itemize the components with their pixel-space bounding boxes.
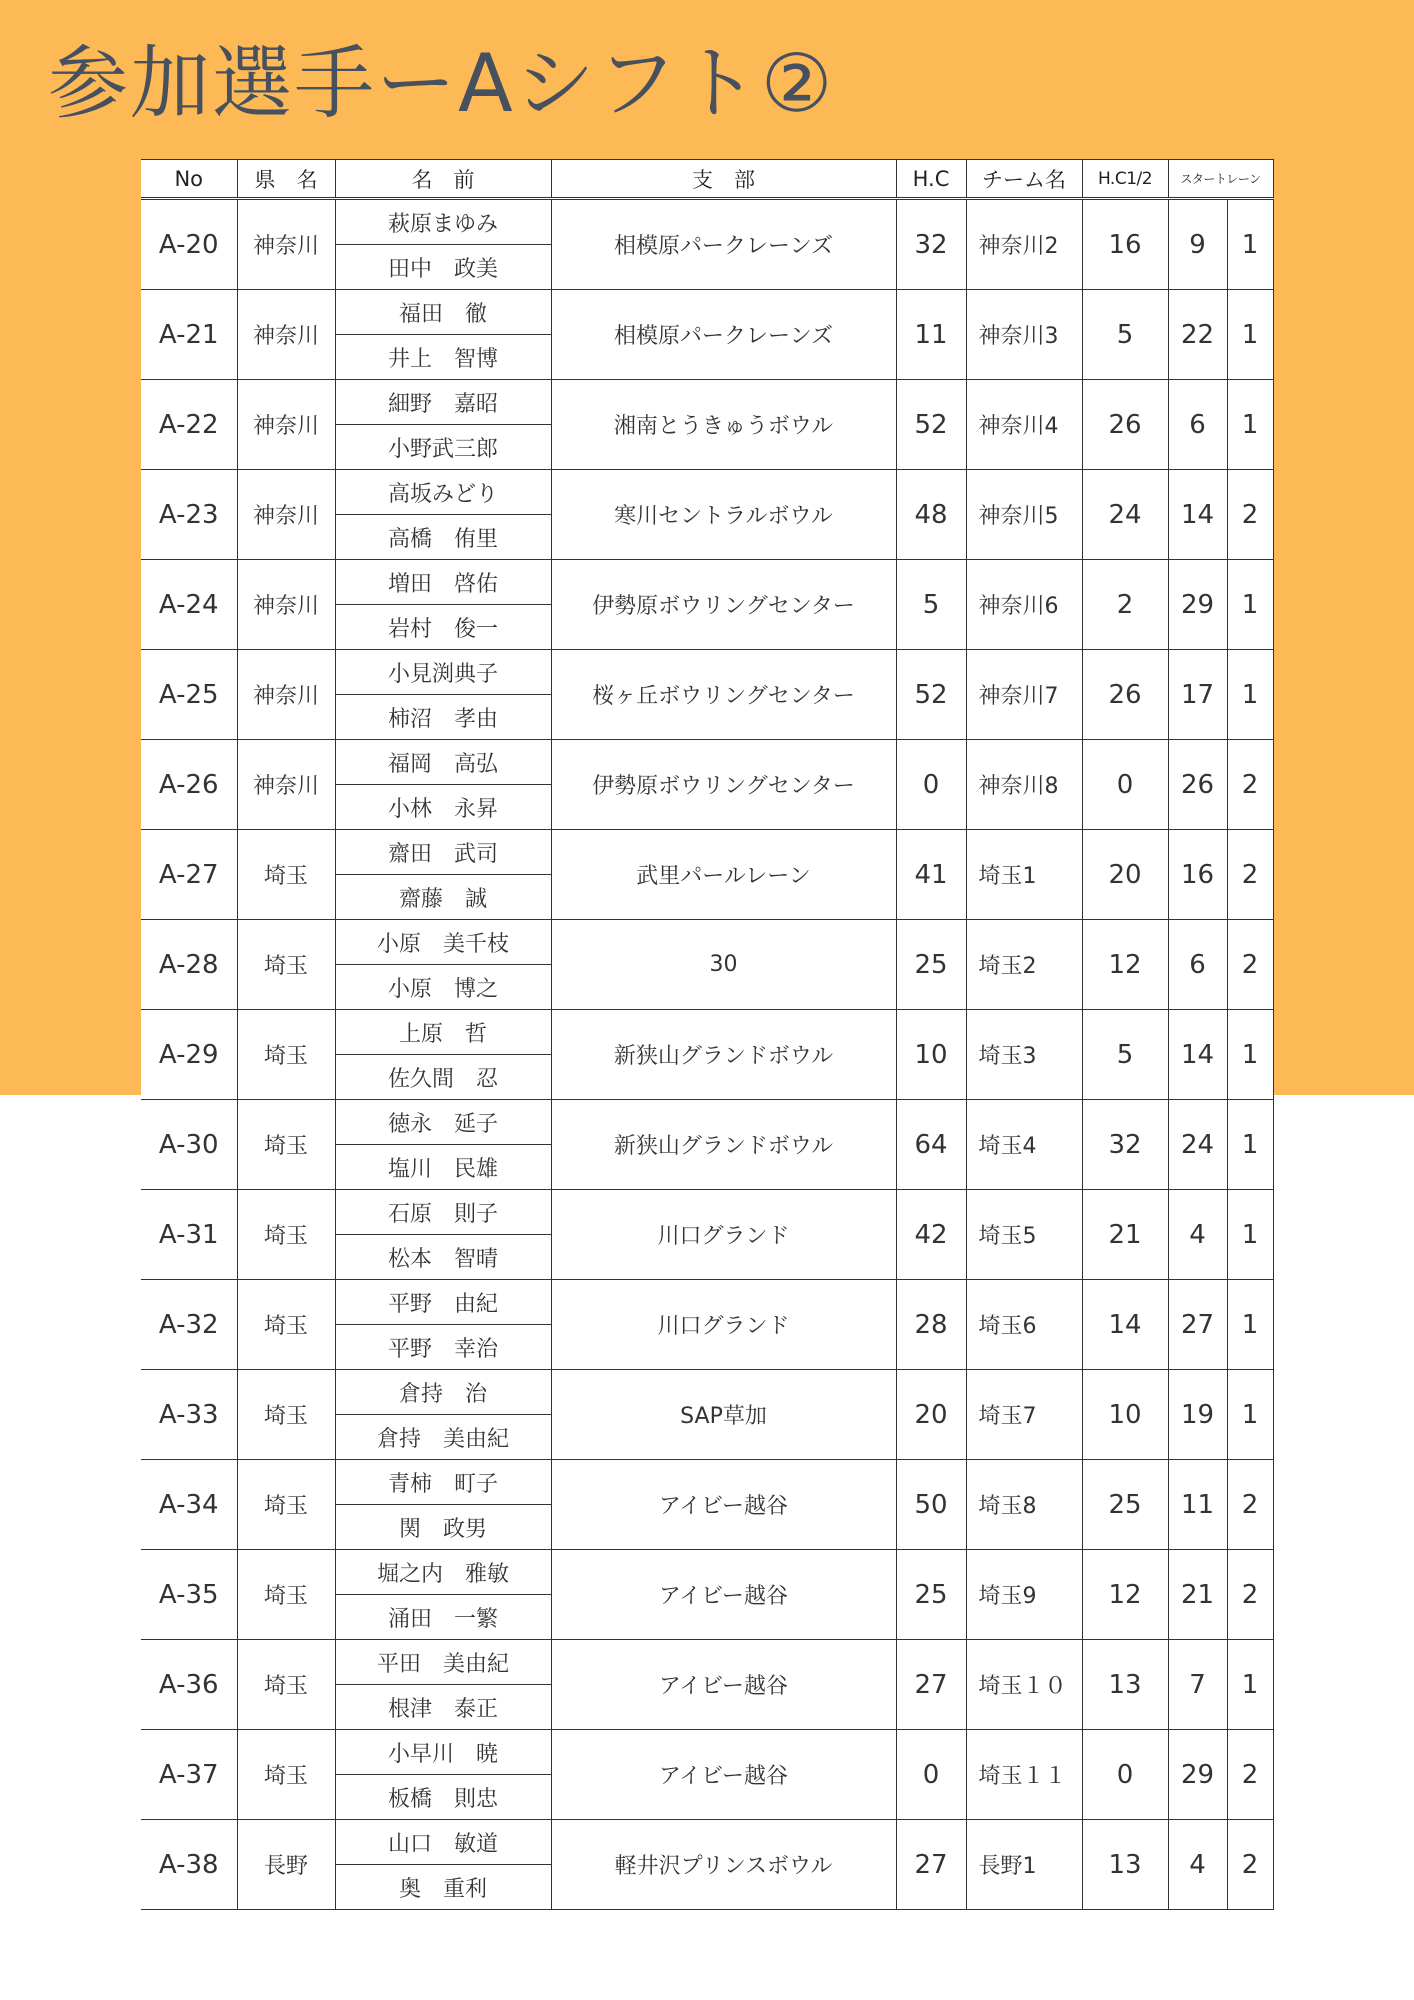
cell-no: A-24 [141,560,237,650]
cell-pref: 埼玉 [237,1190,335,1280]
cell-branch: 湘南とうきゅうボウル [551,380,896,470]
cell-hc: 28 [896,1280,966,1370]
cell-branch: アイビー越谷 [551,1460,896,1550]
cell-team: 神奈川6 [966,560,1082,650]
cell-no: A-27 [141,830,237,920]
cell-hc-half: 21 [1082,1190,1168,1280]
cell-branch: 川口グランド [551,1280,896,1370]
cell-pref: 埼玉 [237,920,335,1010]
cell-pref: 神奈川 [237,470,335,560]
header-name: 名 前 [335,160,551,199]
cell-name-second: 涌田 一繁 [335,1595,551,1640]
cell-hc: 42 [896,1190,966,1280]
cell-start-lane: 22 [1168,290,1227,380]
cell-no: A-21 [141,290,237,380]
cell-name-first: 石原 則子 [335,1190,551,1235]
page-title: 参加選手ーAシフト② [48,37,835,130]
cell-team: 神奈川2 [966,199,1082,290]
cell-shift: 1 [1227,290,1273,380]
table-row [141,1280,1273,1325]
cell-no: A-31 [141,1190,237,1280]
table-body [141,199,1273,1910]
cell-team: 埼玉１１ [966,1730,1082,1820]
cell-branch: アイビー越谷 [551,1550,896,1640]
table-row [141,740,1273,785]
cell-hc-half: 0 [1082,740,1168,830]
cell-hc-half: 14 [1082,1280,1168,1370]
cell-pref: 神奈川 [237,740,335,830]
cell-no: A-20 [141,199,237,290]
header-hc: H.C [896,160,966,199]
cell-hc-half: 32 [1082,1100,1168,1190]
cell-branch: アイビー越谷 [551,1730,896,1820]
cell-pref: 埼玉 [237,1640,335,1730]
cell-name-second: 井上 智博 [335,335,551,380]
cell-team: 長野1 [966,1820,1082,1910]
cell-branch: 新狭山グランドボウル [551,1010,896,1100]
table-row [141,199,1273,245]
cell-name-first: 徳永 延子 [335,1100,551,1145]
cell-pref: 埼玉 [237,1010,335,1100]
cell-name-first: 山口 敏道 [335,1820,551,1865]
cell-name-first: 青柿 町子 [335,1460,551,1505]
cell-team: 神奈川7 [966,650,1082,740]
cell-branch: 相模原パークレーンズ [551,199,896,290]
cell-hc: 52 [896,650,966,740]
cell-pref: 埼玉 [237,1550,335,1640]
cell-hc: 32 [896,199,966,290]
cell-name-first: 細野 嘉昭 [335,380,551,425]
cell-hc-half: 25 [1082,1460,1168,1550]
cell-shift: 1 [1227,650,1273,740]
cell-pref: 神奈川 [237,199,335,290]
cell-team: 埼玉8 [966,1460,1082,1550]
table-row [141,1100,1273,1145]
cell-name-second: 関 政男 [335,1505,551,1550]
cell-hc: 52 [896,380,966,470]
cell-shift: 2 [1227,1820,1273,1910]
cell-branch: 川口グランド [551,1190,896,1280]
header-branch: 支 部 [551,160,896,199]
cell-team: 埼玉9 [966,1550,1082,1640]
cell-name-second: 佐久間 忍 [335,1055,551,1100]
table-row [141,560,1273,605]
cell-no: A-25 [141,650,237,740]
cell-shift: 1 [1227,1100,1273,1190]
cell-name-second: 塩川 民雄 [335,1145,551,1190]
cell-pref: 長野 [237,1820,335,1910]
cell-name-first: 小原 美千枝 [335,920,551,965]
table-row [141,1190,1273,1235]
table-row [141,1550,1273,1595]
cell-hc-half: 16 [1082,199,1168,290]
cell-name-second: 平野 幸治 [335,1325,551,1370]
cell-hc: 27 [896,1820,966,1910]
cell-no: A-34 [141,1460,237,1550]
cell-name-first: 倉持 治 [335,1370,551,1415]
cell-team: 埼玉2 [966,920,1082,1010]
cell-name-first: 平野 由紀 [335,1280,551,1325]
cell-start-lane: 14 [1168,470,1227,560]
cell-name-first: 齋田 武司 [335,830,551,875]
cell-name-second: 田中 政美 [335,245,551,290]
cell-team: 埼玉4 [966,1100,1082,1190]
cell-hc: 48 [896,470,966,560]
header-hc-half: H.C1/2 [1082,160,1168,199]
cell-branch: 伊勢原ボウリングセンター [551,560,896,650]
cell-hc: 27 [896,1640,966,1730]
cell-start-lane: 6 [1168,380,1227,470]
cell-hc-half: 13 [1082,1820,1168,1910]
cell-name-first: 平田 美由紀 [335,1640,551,1685]
cell-team: 神奈川5 [966,470,1082,560]
table-row [141,290,1273,335]
cell-start-lane: 4 [1168,1820,1227,1910]
cell-branch: 新狭山グランドボウル [551,1100,896,1190]
cell-start-lane: 21 [1168,1550,1227,1640]
cell-team: 埼玉1 [966,830,1082,920]
table-row [141,650,1273,695]
cell-no: A-38 [141,1820,237,1910]
cell-team: 神奈川3 [966,290,1082,380]
cell-hc-half: 12 [1082,1550,1168,1640]
cell-hc-half: 26 [1082,650,1168,740]
cell-name-first: 小早川 暁 [335,1730,551,1775]
cell-pref: 埼玉 [237,1280,335,1370]
cell-branch: 寒川セントラルボウル [551,470,896,560]
cell-pref: 埼玉 [237,830,335,920]
cell-pref: 神奈川 [237,380,335,470]
cell-start-lane: 6 [1168,920,1227,1010]
header-team: チーム名 [966,160,1082,199]
cell-hc-half: 20 [1082,830,1168,920]
cell-branch: 軽井沢プリンスボウル [551,1820,896,1910]
cell-branch: 武里パールレーン [551,830,896,920]
cell-team: 埼玉3 [966,1010,1082,1100]
table-row [141,920,1273,965]
cell-no: A-30 [141,1100,237,1190]
cell-branch: 伊勢原ボウリングセンター [551,740,896,830]
table-row [141,380,1273,425]
cell-name-second: 板橋 則忠 [335,1775,551,1820]
cell-no: A-29 [141,1010,237,1100]
cell-no: A-23 [141,470,237,560]
header-pref: 県 名 [237,160,335,199]
table-row [141,1460,1273,1505]
cell-start-lane: 16 [1168,830,1227,920]
cell-pref: 埼玉 [237,1370,335,1460]
cell-hc: 10 [896,1010,966,1100]
cell-start-lane: 14 [1168,1010,1227,1100]
cell-team: 神奈川8 [966,740,1082,830]
cell-team: 埼玉6 [966,1280,1082,1370]
table-row [141,1370,1273,1415]
table-row [141,1010,1273,1055]
table-row [141,1730,1273,1775]
table-row [141,1820,1273,1865]
cell-name-second: 松本 智晴 [335,1235,551,1280]
cell-hc-half: 24 [1082,470,1168,560]
cell-hc: 20 [896,1370,966,1460]
cell-name-first: 萩原まゆみ [335,199,551,245]
cell-name-first: 福田 徹 [335,290,551,335]
cell-name-first: 堀之内 雅敏 [335,1550,551,1595]
cell-pref: 埼玉 [237,1730,335,1820]
cell-shift: 1 [1227,1190,1273,1280]
cell-start-lane: 7 [1168,1640,1227,1730]
cell-team: 神奈川4 [966,380,1082,470]
cell-name-first: 小見渕典子 [335,650,551,695]
cell-no: A-35 [141,1550,237,1640]
cell-name-second: 奥 重利 [335,1865,551,1910]
cell-shift: 2 [1227,740,1273,830]
cell-shift: 1 [1227,560,1273,650]
participant-sheet [141,159,1273,1984]
cell-shift: 1 [1227,199,1273,290]
cell-no: A-28 [141,920,237,1010]
cell-hc: 0 [896,740,966,830]
cell-start-lane: 11 [1168,1460,1227,1550]
cell-start-lane: 29 [1168,1730,1227,1820]
cell-hc-half: 5 [1082,1010,1168,1100]
cell-team: 埼玉7 [966,1370,1082,1460]
cell-branch: アイビー越谷 [551,1640,896,1730]
cell-name-second: 根津 泰正 [335,1685,551,1730]
cell-shift: 1 [1227,1280,1273,1370]
cell-team: 埼玉5 [966,1190,1082,1280]
cell-pref: 埼玉 [237,1460,335,1550]
table-row [141,1640,1273,1685]
cell-shift: 1 [1227,380,1273,470]
cell-hc: 5 [896,560,966,650]
cell-no: A-36 [141,1640,237,1730]
cell-shift: 2 [1227,1460,1273,1550]
cell-name-first: 上原 哲 [335,1010,551,1055]
cell-start-lane: 29 [1168,560,1227,650]
cell-no: A-26 [141,740,237,830]
cell-name-second: 小原 博之 [335,965,551,1010]
table-header-row [141,160,1273,199]
cell-hc: 64 [896,1100,966,1190]
cell-hc: 0 [896,1730,966,1820]
cell-no: A-32 [141,1280,237,1370]
cell-pref: 神奈川 [237,560,335,650]
cell-shift: 2 [1227,830,1273,920]
cell-name-first: 福岡 高弘 [335,740,551,785]
cell-hc-half: 10 [1082,1370,1168,1460]
cell-shift: 1 [1227,1370,1273,1460]
cell-name-first: 高坂みどり [335,470,551,515]
cell-hc: 50 [896,1460,966,1550]
cell-hc-half: 12 [1082,920,1168,1010]
cell-name-second: 齋藤 誠 [335,875,551,920]
participant-table [141,159,1274,1910]
cell-shift: 1 [1227,1010,1273,1100]
cell-name-second: 高橋 侑里 [335,515,551,560]
cell-name-first: 増田 啓佑 [335,560,551,605]
cell-shift: 2 [1227,470,1273,560]
cell-hc-half: 0 [1082,1730,1168,1820]
cell-hc-half: 26 [1082,380,1168,470]
cell-shift: 2 [1227,1550,1273,1640]
cell-start-lane: 27 [1168,1280,1227,1370]
cell-hc-half: 13 [1082,1640,1168,1730]
cell-name-second: 倉持 美由紀 [335,1415,551,1460]
cell-name-second: 柿沼 孝由 [335,695,551,740]
cell-name-second: 小野武三郎 [335,425,551,470]
cell-hc-half: 2 [1082,560,1168,650]
cell-no: A-37 [141,1730,237,1820]
cell-name-second: 小林 永昇 [335,785,551,830]
header-no: No [141,160,237,199]
cell-hc: 41 [896,830,966,920]
cell-pref: 埼玉 [237,1100,335,1190]
cell-hc-half: 5 [1082,290,1168,380]
cell-pref: 神奈川 [237,650,335,740]
cell-start-lane: 24 [1168,1100,1227,1190]
cell-no: A-33 [141,1370,237,1460]
cell-hc: 25 [896,920,966,1010]
cell-hc: 25 [896,1550,966,1640]
cell-shift: 1 [1227,1640,1273,1730]
table-row [141,830,1273,875]
cell-start-lane: 9 [1168,199,1227,290]
cell-branch: 30 [551,920,896,1010]
cell-shift: 2 [1227,1730,1273,1820]
cell-branch: SAP草加 [551,1370,896,1460]
cell-pref: 神奈川 [237,290,335,380]
cell-start-lane: 4 [1168,1190,1227,1280]
table-row [141,470,1273,515]
cell-shift: 2 [1227,920,1273,1010]
cell-branch: 桜ヶ丘ボウリングセンター [551,650,896,740]
cell-team: 埼玉１０ [966,1640,1082,1730]
cell-no: A-22 [141,380,237,470]
cell-start-lane: 19 [1168,1370,1227,1460]
cell-branch: 相模原パークレーンズ [551,290,896,380]
cell-name-second: 岩村 俊一 [335,605,551,650]
header-start-lane: スタートレーン [1168,160,1273,199]
cell-hc: 11 [896,290,966,380]
cell-start-lane: 17 [1168,650,1227,740]
cell-start-lane: 26 [1168,740,1227,830]
